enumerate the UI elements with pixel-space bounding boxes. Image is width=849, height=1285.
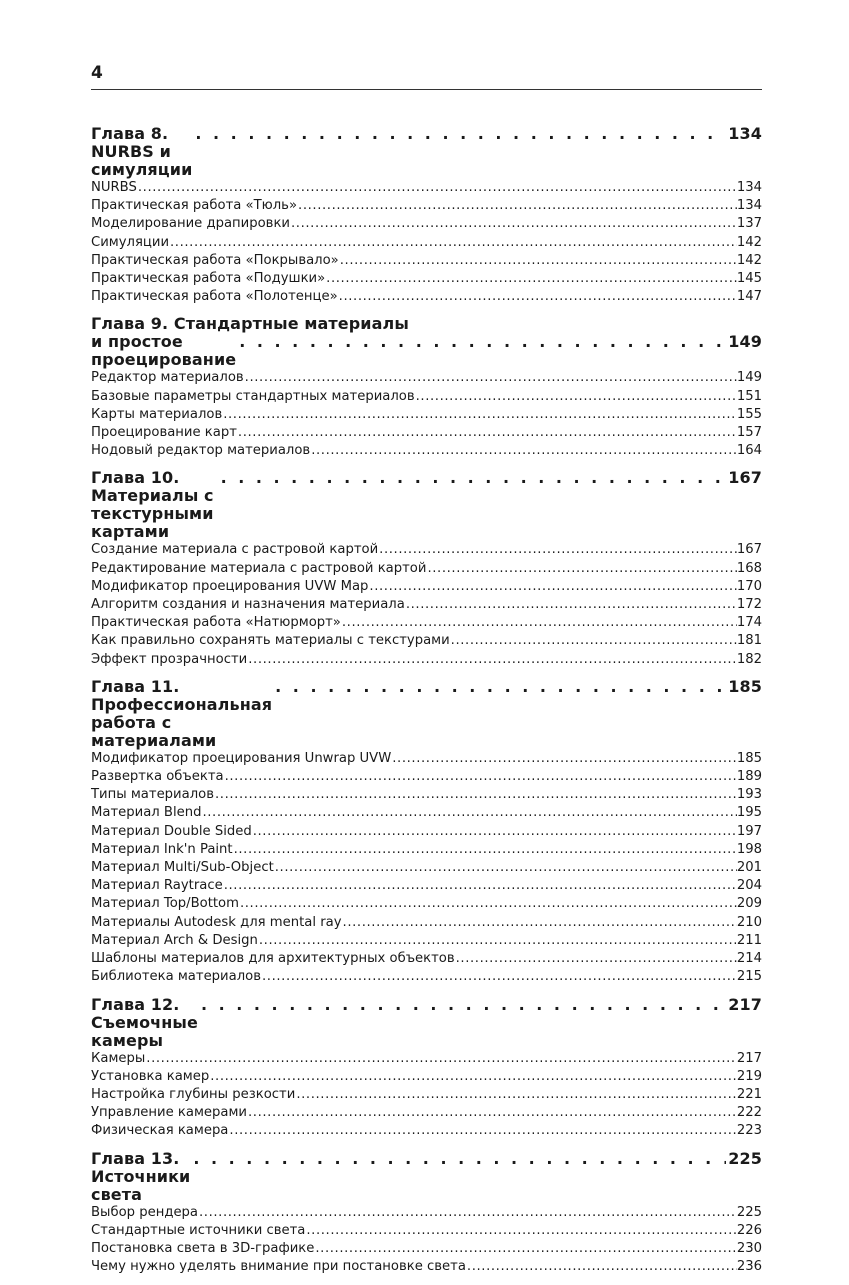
dot-leader (233, 841, 737, 859)
dot-leader (391, 750, 737, 768)
toc-entry-page: 181 (736, 633, 762, 649)
dot-leader (378, 541, 737, 559)
toc-entry-title: Постановка света в 3D-графике (91, 1240, 315, 1256)
chapter-page-number: 134 (728, 124, 762, 143)
toc-entry-page: 147 (736, 289, 762, 305)
toc-entry-title: Практическая работа «Тюль» (91, 198, 298, 214)
toc-entry[interactable] (91, 1258, 762, 1276)
toc-entry-page: 137 (736, 216, 762, 232)
toc-entry[interactable] (91, 1086, 762, 1104)
toc-entry[interactable] (91, 877, 762, 895)
chapter-title-line: Глава 9. Стандартные материалы (91, 314, 409, 334)
toc-entry-page: 215 (736, 969, 762, 985)
toc-entry-page: 149 (736, 370, 762, 386)
dot-leader (209, 1068, 737, 1086)
dot-leader (297, 197, 737, 215)
toc-entry-title: Типы материалов (91, 787, 214, 803)
toc-entry-page: 155 (736, 406, 762, 422)
chapter-block (91, 678, 762, 987)
dot-leader (466, 1258, 737, 1276)
chapter-block (91, 1150, 762, 1277)
toc-entry[interactable] (91, 234, 762, 252)
dot-leader (405, 596, 737, 614)
toc-entry-title: Физическая камера (91, 1123, 229, 1139)
toc-entry[interactable] (91, 270, 762, 288)
toc-entry[interactable] (91, 895, 762, 913)
toc-entry-title: Моделирование драпировки (91, 216, 290, 232)
toc-entry-page: 219 (736, 1068, 762, 1084)
dot-leader (455, 950, 737, 968)
toc-entry-title: Создание материала с растровой картой (91, 542, 379, 558)
table-of-contents (91, 125, 762, 1285)
toc-entry-title: Материал Arch & Design (91, 932, 258, 948)
toc-entry[interactable] (91, 1050, 762, 1068)
toc-entry-title: Алгоритм создания и назначения материала (91, 597, 405, 613)
toc-entry[interactable] (91, 1204, 762, 1222)
toc-entry-page: 225 (736, 1204, 762, 1220)
header-rule (91, 89, 762, 90)
dot-leader (426, 560, 736, 578)
toc-entry-title: Модификатор проецирования Unwrap UVW (91, 750, 392, 766)
toc-entry[interactable] (91, 1240, 762, 1258)
toc-entry-page: 134 (736, 198, 762, 214)
chapter-page-number: 225 (728, 1148, 762, 1168)
dot-leader (224, 768, 737, 786)
toc-entry[interactable] (91, 823, 762, 841)
toc-entry-title: Настройка глубины резкости (91, 1086, 296, 1102)
dot-leader (198, 996, 726, 1014)
dot-leader (223, 877, 737, 895)
dot-leader (314, 1240, 736, 1258)
toc-entry-page: 198 (736, 841, 762, 857)
dot-leader (341, 614, 737, 632)
dot-leader (339, 252, 737, 270)
dot-leader (237, 424, 737, 442)
chapter-title-row (91, 678, 762, 750)
dot-leader (290, 215, 737, 233)
toc-entry-page: 195 (736, 805, 762, 821)
toc-entry[interactable] (91, 560, 762, 578)
toc-entry[interactable] (91, 859, 762, 877)
toc-entry[interactable] (91, 197, 762, 215)
toc-entry-title: Материал Ink'n Paint (91, 841, 233, 857)
toc-entry-page: 168 (736, 560, 762, 576)
chapter-block (91, 125, 762, 306)
toc-entry-title: Библиотека материалов (91, 969, 261, 985)
toc-entry[interactable] (91, 786, 762, 804)
toc-entry-page: 230 (736, 1240, 762, 1256)
toc-entry-page: 204 (736, 878, 762, 894)
toc-entry[interactable] (91, 179, 762, 197)
dot-leader (325, 270, 737, 288)
toc-entry[interactable] (91, 750, 762, 768)
dot-leader (258, 932, 737, 950)
toc-entry-page: 189 (736, 769, 762, 785)
chapter-page-number: 217 (728, 994, 762, 1014)
chapter-heading[interactable] (91, 996, 762, 1050)
toc-entry-page: 172 (736, 597, 762, 613)
toc-entry-page: 210 (736, 914, 762, 930)
dot-leader (450, 632, 737, 650)
toc-entry-page: 134 (736, 180, 762, 195)
toc-entry[interactable] (91, 252, 762, 270)
toc-entry-title: Управление камерами (91, 1105, 248, 1121)
toc-entry-title: Развертка объекта (91, 769, 224, 785)
dot-leader (247, 651, 737, 669)
chapter-title-row (91, 469, 762, 541)
toc-entry[interactable] (91, 968, 762, 986)
dot-leader (228, 1122, 736, 1140)
toc-entry-title: Карты материалов (91, 406, 223, 422)
toc-entry[interactable] (91, 614, 762, 632)
toc-entry-title: Симуляции (91, 234, 170, 250)
chapter-block (91, 315, 762, 460)
dot-leader (236, 333, 726, 351)
toc-entry-title: Нодовый редактор материалов (91, 443, 311, 459)
toc-entry-page: 193 (736, 787, 762, 803)
toc-entry-title: Камеры (91, 1050, 146, 1066)
toc-entry-page: 142 (736, 252, 762, 268)
toc-entry[interactable] (91, 369, 762, 387)
chapter-page-number: 167 (728, 468, 762, 488)
toc-entry-title: Эффект прозрачности (91, 651, 248, 667)
toc-entry-page: 221 (736, 1086, 762, 1102)
toc-entry-title: Редактирование материала с растровой картой (91, 560, 427, 576)
toc-entry-page: 201 (736, 860, 762, 876)
toc-entry[interactable] (91, 1068, 762, 1086)
chapter-title-line: Глава 10. Материалы с текстурными картами (91, 468, 214, 542)
chapter-title-row (91, 125, 762, 179)
chapter-block (91, 996, 762, 1141)
toc-entry[interactable] (91, 288, 762, 306)
chapter-page-number: 185 (728, 676, 762, 696)
toc-entry[interactable] (91, 1122, 762, 1140)
toc-entry-title: Материал Raytrace (91, 878, 223, 894)
chapter-title-row (91, 1150, 762, 1204)
toc-entry-title: Материал Double Sided (91, 823, 252, 839)
toc-entry-page: 209 (736, 896, 762, 912)
toc-entry-title: Практическая работа «Натюрморт» (91, 615, 341, 631)
toc-entry-title: Редактор материалов (91, 370, 244, 386)
page-number: 4 (91, 63, 103, 83)
toc-entry[interactable] (91, 932, 762, 950)
dot-leader (368, 578, 736, 596)
dot-leader (310, 442, 737, 460)
toc-entry-title: Установка камер (91, 1068, 210, 1084)
dot-leader (145, 1050, 737, 1068)
toc-entry-page: 223 (736, 1123, 762, 1139)
toc-entry-page: 214 (736, 951, 762, 967)
dot-leader (261, 968, 737, 986)
toc-entry-title: NURBS (91, 180, 137, 195)
toc-entry-page: 185 (736, 750, 762, 766)
chapter-heading[interactable] (91, 125, 762, 179)
chapter-title-row (91, 996, 762, 1050)
dot-leader (305, 1222, 736, 1240)
toc-entry-page: 151 (736, 388, 762, 404)
toc-entry[interactable] (91, 841, 762, 859)
toc-entry-page: 174 (736, 615, 762, 631)
toc-entry-page: 226 (736, 1222, 762, 1238)
toc-entry-page: 222 (736, 1105, 762, 1121)
toc-entry-title: Материал Multi/Sub-Object (91, 860, 274, 876)
toc-entry[interactable] (91, 578, 762, 596)
toc-entry-title: Практическая работа «Покрывало» (91, 252, 339, 268)
chapter-heading[interactable] (91, 469, 762, 541)
toc-entry-page: 164 (736, 443, 762, 459)
chapter-page-number: 149 (728, 332, 762, 352)
toc-entry-page: 167 (736, 542, 762, 558)
toc-entry-page: 157 (736, 425, 762, 441)
toc-entry[interactable] (91, 388, 762, 406)
toc-entry-page: 145 (736, 271, 762, 287)
toc-entry-page: 236 (736, 1259, 762, 1275)
dot-leader (222, 406, 737, 424)
dot-leader (272, 678, 726, 696)
dot-leader (295, 1086, 737, 1104)
toc-entry[interactable] (91, 651, 762, 669)
toc-entry[interactable] (91, 768, 762, 786)
toc-entry[interactable] (91, 406, 762, 424)
chapter-heading[interactable] (91, 1150, 762, 1204)
toc-entry[interactable] (91, 632, 762, 650)
dot-leader (247, 1104, 737, 1122)
dot-leader (338, 288, 737, 306)
dot-leader (252, 823, 737, 841)
toc-entry[interactable] (91, 914, 762, 932)
dot-leader (218, 469, 727, 487)
chapter-title-row (91, 333, 762, 369)
dot-leader (239, 895, 737, 913)
toc-entry-title: Материалы Autodesk для mental ray (91, 914, 342, 930)
dot-leader (342, 914, 737, 932)
toc-entry-page: 142 (736, 234, 762, 250)
toc-entry-title: Шаблоны материалов для архитектурных объектов (91, 951, 455, 967)
chapter-title-line: Глава 8. NURBS и симуляции (91, 124, 193, 179)
dot-leader (214, 786, 737, 804)
toc-entry-title: Материал Top/Bottom (91, 896, 239, 912)
dot-leader (169, 234, 737, 252)
toc-entry-title: Материал Blend (91, 805, 202, 821)
toc-entry-page: 197 (736, 823, 762, 839)
dot-leader (201, 804, 736, 822)
chapter-title-line: Глава 11. Профессиональная работа с материалами (91, 676, 273, 750)
toc-entry-title: Проецирование карт (91, 425, 237, 441)
toc-entry-page: 217 (736, 1050, 762, 1066)
toc-entry[interactable] (91, 442, 762, 460)
dot-leader (415, 388, 737, 406)
toc-entry[interactable] (91, 1104, 762, 1122)
toc-entry[interactable] (91, 541, 762, 559)
dot-leader (192, 125, 726, 143)
dot-leader (244, 369, 737, 387)
toc-entry[interactable] (91, 804, 762, 822)
chapter-block (91, 469, 762, 668)
toc-entry[interactable] (91, 596, 762, 614)
toc-entry-page: 211 (736, 932, 762, 948)
toc-entry-title: Модификатор проецирования UVW Map (91, 578, 369, 594)
chapter-heading[interactable] (91, 678, 762, 750)
toc-entry-title: Как правильно сохранять материалы с текстурами (91, 633, 450, 649)
toc-entry-page: 182 (736, 651, 762, 667)
toc-entry-page: 170 (736, 578, 762, 594)
toc-entry[interactable] (91, 1222, 762, 1240)
chapter-title-line: Глава 12. Съемочные камеры (91, 994, 198, 1050)
dot-leader (137, 179, 737, 197)
toc-entry-title: Чему нужно уделять внимание при постановке света (91, 1259, 466, 1275)
toc-entry[interactable] (91, 424, 762, 442)
toc-entry-title: Стандартные источники света (91, 1222, 306, 1238)
chapter-title-line: Глава 13. Источники света (91, 1148, 191, 1204)
toc-entry-title: Практическая работа «Полотенце» (91, 289, 338, 305)
toc-entry-title: Выбор рендера (91, 1204, 199, 1220)
chapter-title-line: и простое проецирование (91, 332, 237, 370)
toc-entry[interactable] (91, 215, 762, 233)
toc-entry-title: Практическая работа «Подушки» (91, 271, 326, 287)
toc-entry-title: Базовые параметры стандартных материалов (91, 388, 415, 404)
toc-entry[interactable] (91, 950, 762, 968)
dot-leader (190, 1150, 726, 1168)
dot-leader (198, 1204, 737, 1222)
dot-leader (274, 859, 737, 877)
chapter-heading[interactable] (91, 315, 762, 369)
